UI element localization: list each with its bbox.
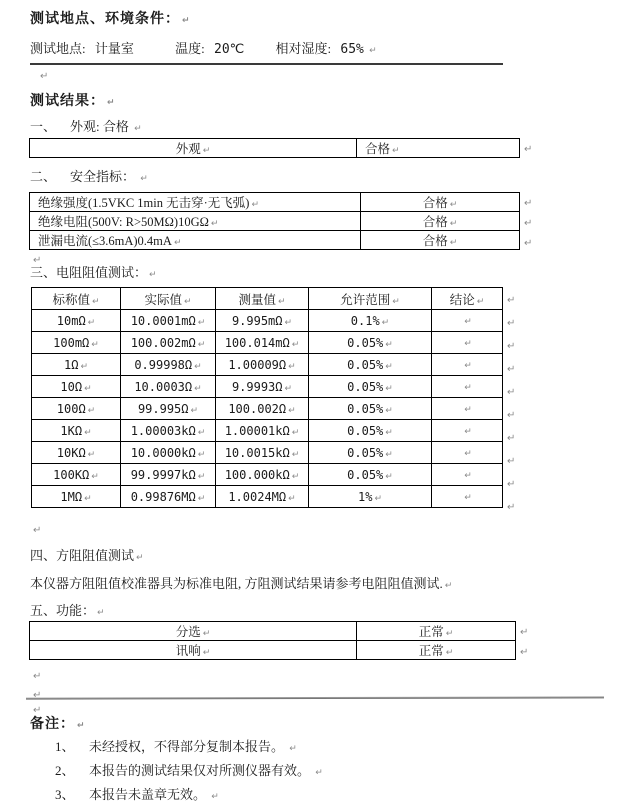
actual-cell: 1.00003kΩ ↵ <box>131 424 206 438</box>
env-conditions-title: 测试地点、环境条件： ↵ <box>30 8 191 28</box>
paragraph-mark <box>507 356 515 379</box>
row-end-marks <box>507 287 515 517</box>
table-row <box>32 354 503 376</box>
safety-result-cell: 合格 ↵ <box>423 234 458 248</box>
remark-item <box>55 784 323 803</box>
section1-number: 一、 <box>30 119 57 134</box>
paragraph-mark <box>520 641 528 661</box>
paragraph-mark <box>40 66 48 84</box>
measured-cell: 100.002Ω ↵ <box>228 402 295 416</box>
env-conditions-line <box>30 38 377 57</box>
conclusion-cell <box>462 313 472 327</box>
paragraph-mark <box>507 310 515 333</box>
paragraph-mark <box>507 402 515 425</box>
table-header-row <box>32 288 503 310</box>
measured-cell: 1.0024MΩ ↵ <box>228 490 295 504</box>
paragraph-mark <box>33 666 41 684</box>
temperature-value: 20℃ <box>214 42 245 57</box>
table-row <box>30 231 520 250</box>
measured-cell: 10.0015kΩ ↵ <box>225 446 300 460</box>
range-cell: 0.05% ↵ <box>347 336 393 350</box>
nominal-cell: 100mΩ ↵ <box>53 336 99 350</box>
actual-cell: 0.99998Ω ↵ <box>134 358 201 372</box>
temperature-label: 温度: <box>175 41 205 56</box>
actual-cell: 0.99876MΩ ↵ <box>131 490 206 504</box>
section4-heading: 四、方阻阻值测试 ↵ <box>30 545 144 564</box>
remark-item <box>55 760 323 779</box>
range-cell: 0.05% ↵ <box>347 402 393 416</box>
range-cell: 0.05% ↵ <box>347 468 393 482</box>
table-row <box>30 193 520 212</box>
row-end-marks <box>524 138 532 158</box>
remark-text: 本报告未盖章无效。 <box>89 787 207 802</box>
col-header-actual: 实际值 ↵ <box>144 293 191 307</box>
col-header-measured: 测量值 ↵ <box>238 293 285 307</box>
location-label: 测试地点: <box>30 41 86 56</box>
remark-number: 3、 <box>55 787 75 802</box>
appearance-item-cell: 外观 ↵ <box>176 142 211 156</box>
conclusion-cell <box>462 489 472 503</box>
range-cell: 0.05% ↵ <box>347 424 393 438</box>
appearance-table-wrap <box>29 138 532 158</box>
safety-result-cell: 合格 ↵ <box>423 196 458 210</box>
safety-item-cell: 绝缘强度(1.5VKC 1min 无击穿·无飞弧) ↵ <box>38 196 259 210</box>
nominal-cell: 1KΩ ↵ <box>60 424 91 438</box>
paragraph-mark <box>507 333 515 356</box>
paragraph-mark <box>524 138 532 158</box>
nominal-cell: 100KΩ ↵ <box>53 468 99 482</box>
humidity-value: 65% <box>340 42 364 57</box>
section2-heading <box>30 166 148 185</box>
range-cell: 1% ↵ <box>358 490 382 504</box>
conclusion-cell <box>462 335 472 349</box>
section-divider-line <box>30 63 503 65</box>
section5-heading: 五、功能： ↵ <box>30 600 105 619</box>
col-header-range: 允许范围 ↵ <box>340 293 400 307</box>
conclusion-cell <box>462 423 472 437</box>
remark-number: 1、 <box>55 739 75 754</box>
measured-cell: 100.014mΩ ↵ <box>225 336 300 350</box>
actual-cell: 10.0001mΩ ↵ <box>131 314 206 328</box>
table-row <box>32 420 503 442</box>
paragraph-mark <box>524 212 532 232</box>
section1-heading <box>30 116 142 135</box>
function-item-cell: 讯响 ↵ <box>176 644 211 658</box>
range-cell: 0.05% ↵ <box>347 380 393 394</box>
table-row <box>32 332 503 354</box>
paragraph-mark <box>507 379 515 402</box>
col-header-nominal: 标称值 ↵ <box>52 293 99 307</box>
results-title: 测试结果： ↵ <box>30 90 116 110</box>
footer-divider-line <box>26 696 604 699</box>
functions-table-wrap <box>29 621 528 661</box>
remark-item <box>55 736 323 755</box>
function-result-cell: 正常 ↵ <box>419 625 454 639</box>
measured-cell: 1.00001kΩ ↵ <box>225 424 300 438</box>
paragraph-mark <box>507 448 515 471</box>
humidity-label: 相对湿度: <box>275 41 332 56</box>
nominal-cell: 10mΩ ↵ <box>57 314 95 328</box>
section3-heading: 三、电阻阻值测试： ↵ <box>30 262 157 281</box>
measured-cell: 100.000kΩ ↵ <box>225 468 300 482</box>
paragraph-mark <box>520 621 528 641</box>
safety-table <box>29 192 520 250</box>
safety-result-cell: 合格 ↵ <box>423 215 458 229</box>
remark-text: 未经授权，不得部分复制本报告。 <box>89 739 285 754</box>
table-row <box>32 464 503 486</box>
table-row <box>32 442 503 464</box>
nominal-cell: 1MΩ ↵ <box>60 490 91 504</box>
nominal-cell: 100Ω ↵ <box>57 402 95 416</box>
section1-text: 外观: 合格 <box>70 119 129 134</box>
appearance-table <box>29 138 520 158</box>
table-row <box>30 212 520 231</box>
conclusion-cell <box>462 357 472 371</box>
measured-cell: 1.00009Ω ↵ <box>228 358 295 372</box>
table-row <box>32 310 503 332</box>
resistance-table-wrap <box>31 287 515 517</box>
function-result-cell: 正常 ↵ <box>419 644 454 658</box>
actual-cell: 100.002mΩ ↵ <box>131 336 206 350</box>
actual-cell: 99.9997kΩ ↵ <box>131 468 206 482</box>
table-row <box>32 486 503 508</box>
paragraph-mark <box>524 232 532 252</box>
location-value: 计量室 <box>94 41 134 56</box>
paragraph-mark <box>507 471 515 494</box>
remarks-list <box>55 736 323 808</box>
safety-item-cell: 泄漏电流(≤3.6mA)0.4mA ↵ <box>38 234 181 248</box>
section2-text: 安全指标： <box>70 169 136 184</box>
table-row <box>30 641 516 660</box>
table-row <box>30 139 520 158</box>
paragraph-mark <box>507 494 515 517</box>
conclusion-cell <box>462 445 472 459</box>
col-header-conclusion: 结论 ↵ <box>450 293 485 307</box>
remark-text: 本报告的测试结果仅对所测仪器有效。 <box>89 763 311 778</box>
nominal-cell: 10KΩ ↵ <box>57 446 95 460</box>
conclusion-cell <box>462 379 472 393</box>
function-item-cell: 分选 ↵ <box>176 625 211 639</box>
paragraph-mark <box>524 192 532 212</box>
range-cell: 0.05% ↵ <box>347 358 393 372</box>
conclusion-cell <box>462 467 472 481</box>
remark-number: 2、 <box>55 763 75 778</box>
measured-cell: 9.995mΩ ↵ <box>232 314 292 328</box>
nominal-cell: 1Ω ↵ <box>64 358 88 372</box>
paragraph-mark <box>33 520 41 538</box>
paragraph-mark <box>507 287 515 310</box>
actual-cell: 10.0003Ω ↵ <box>134 380 201 394</box>
safety-table-wrap <box>29 192 532 252</box>
functions-table <box>29 621 516 660</box>
appearance-result-cell: 合格 ↵ <box>365 142 400 156</box>
range-cell: 0.1% ↵ <box>351 314 389 328</box>
conclusion-cell <box>462 401 472 415</box>
table-row <box>32 398 503 420</box>
actual-cell: 99.995Ω ↵ <box>138 402 198 416</box>
row-end-marks <box>524 192 532 252</box>
paragraph-mark <box>507 425 515 448</box>
safety-item-cell: 绝缘电阻(500V: R>50MΩ)10GΩ ↵ <box>38 215 218 229</box>
range-cell: 0.05% ↵ <box>347 446 393 460</box>
section4-note: 本仪器方阻阻值校准器具为标准电阻, 方阻测试结果请参考电阻阻值测试. ↵ <box>30 573 452 592</box>
table-row <box>30 622 516 641</box>
remarks-title: 备注： ↵ <box>30 713 86 733</box>
table-row <box>32 376 503 398</box>
row-end-marks <box>520 621 528 661</box>
measured-cell: 9.9993Ω ↵ <box>232 380 292 394</box>
section2-number: 二、 <box>30 169 57 184</box>
actual-cell: 10.0000kΩ ↵ <box>131 446 206 460</box>
resistance-table <box>31 287 503 508</box>
nominal-cell: 10Ω ↵ <box>60 380 91 394</box>
